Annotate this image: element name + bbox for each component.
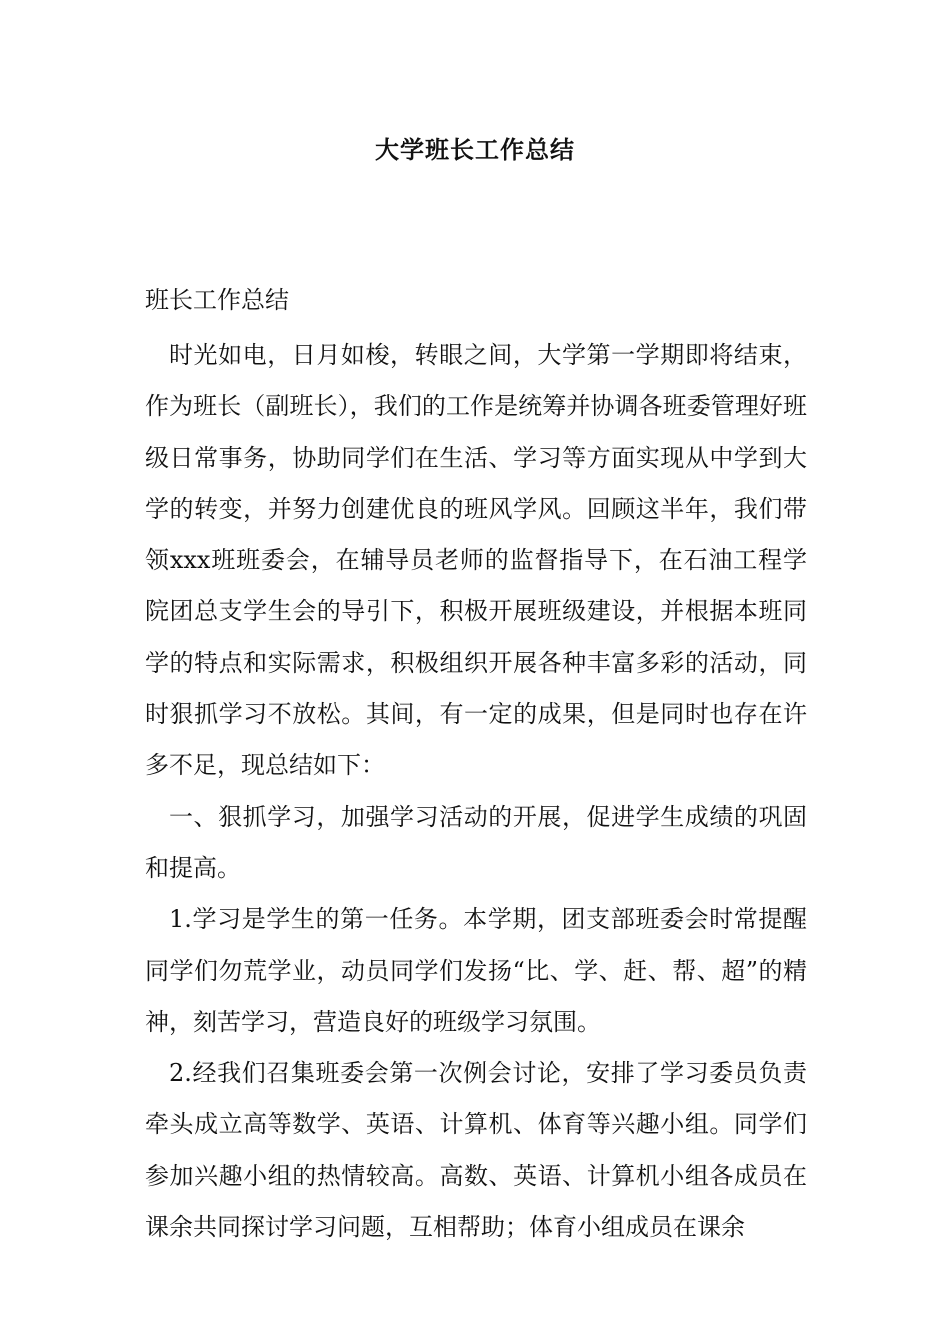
document-title: 大学班长工作总结 bbox=[375, 136, 575, 164]
paragraph-item-1: 1.学习是学生的第一任务。本学期，团支部班委会时常提醒同学们勿荒学业，动员同学们发扬“比、学、赶、帮、超”的精神，刻苦学习，营造良好的班级学习氛围。 bbox=[145, 905, 807, 1036]
paragraph-item-2: 2.经我们召集班委会第一次例会讨论，安排了学习委员负责牵头成立高等数学、英语、计算机、体育等兴趣小组。同学们参加兴趣小组的热情较高。高数、英语、计算机小组各成员在课余共同探讨学习问题，互相帮助；体育小组成员在课余 bbox=[145, 1059, 807, 1242]
paragraph-section-1-heading: 一、狠抓学习，加强学习活动的开展，促进学生成绩的巩固和提高。 bbox=[145, 802, 807, 882]
document-body bbox=[145, 330, 807, 1253]
paragraph-intro: 时光如电，日月如梭，转眼之间，大学第一学期即将结束，作为班长（副班长），我们的工作是统筹并协调各班委管理好班级日常事务，协助同学们在生活、学习等方面实现从中学到大学的转变，并努力创建优良的班风学风。回顾这半年，我们带领xxx班班委会，在辅导员老师的监督指导下，在石油工程学院团总支学生会的导引下，积极开展班级建设，并根据本班同学的特点和实际需求，积极组织开展各种丰富多彩的活动，同时狠抓学习不放松。其间，有一定的成果，但是同时也存在许多不足，现总结如下： bbox=[145, 341, 807, 780]
document-subtitle: 班长工作总结 bbox=[145, 286, 289, 314]
